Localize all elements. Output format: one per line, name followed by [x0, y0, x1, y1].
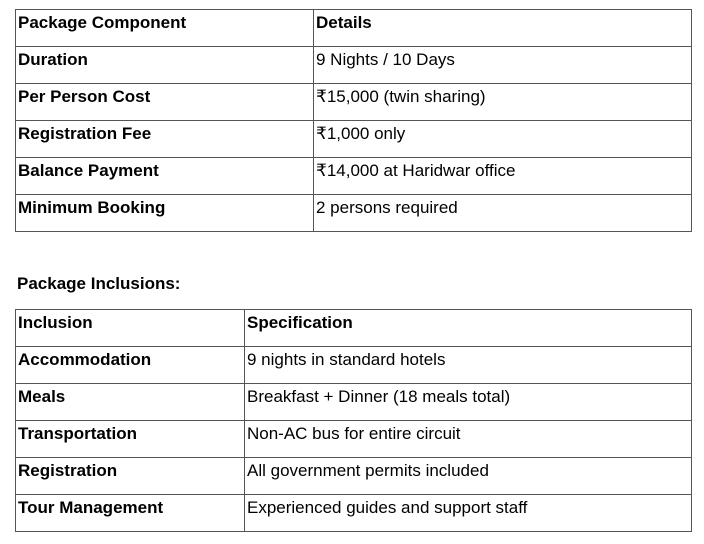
table-row — [16, 195, 692, 232]
table-row — [16, 158, 692, 195]
row-label: Registration Fee — [16, 121, 314, 158]
header-inclusion: Inclusion — [16, 310, 245, 347]
table-header-row — [16, 10, 692, 47]
row-value: 2 persons required — [314, 195, 692, 232]
table-row — [16, 458, 692, 495]
header-package-component: Package Component — [16, 10, 314, 47]
row-label: Tour Management — [16, 495, 245, 532]
table-row — [16, 384, 692, 421]
row-label: Registration — [16, 458, 245, 495]
row-value: All government permits included — [245, 458, 692, 495]
table-row — [16, 47, 692, 84]
row-value: Breakfast + Dinner (18 meals total) — [245, 384, 692, 421]
package-inclusions-table — [15, 309, 692, 532]
row-value: Experienced guides and support staff — [245, 495, 692, 532]
row-value: 9 Nights / 10 Days — [314, 47, 692, 84]
row-value: Non-AC bus for entire circuit — [245, 421, 692, 458]
row-label: Accommodation — [16, 347, 245, 384]
row-value: 9 nights in standard hotels — [245, 347, 692, 384]
table-row — [16, 121, 692, 158]
row-label: Meals — [16, 384, 245, 421]
package-inclusions-heading: Package Inclusions: — [17, 274, 181, 293]
row-label: Transportation — [16, 421, 245, 458]
row-label: Balance Payment — [16, 158, 314, 195]
table-row — [16, 421, 692, 458]
row-label: Per Person Cost — [16, 84, 314, 121]
table-header-row — [16, 310, 692, 347]
row-value: ₹1,000 only — [314, 121, 692, 158]
row-label: Minimum Booking — [16, 195, 314, 232]
row-label: Duration — [16, 47, 314, 84]
table-row — [16, 84, 692, 121]
table-row — [16, 347, 692, 384]
header-specification: Specification — [245, 310, 692, 347]
row-value: ₹14,000 at Haridwar office — [314, 158, 692, 195]
package-components-table — [15, 9, 692, 232]
row-value: ₹15,000 (twin sharing) — [314, 84, 692, 121]
header-details: Details — [314, 10, 692, 47]
table-row — [16, 495, 692, 532]
